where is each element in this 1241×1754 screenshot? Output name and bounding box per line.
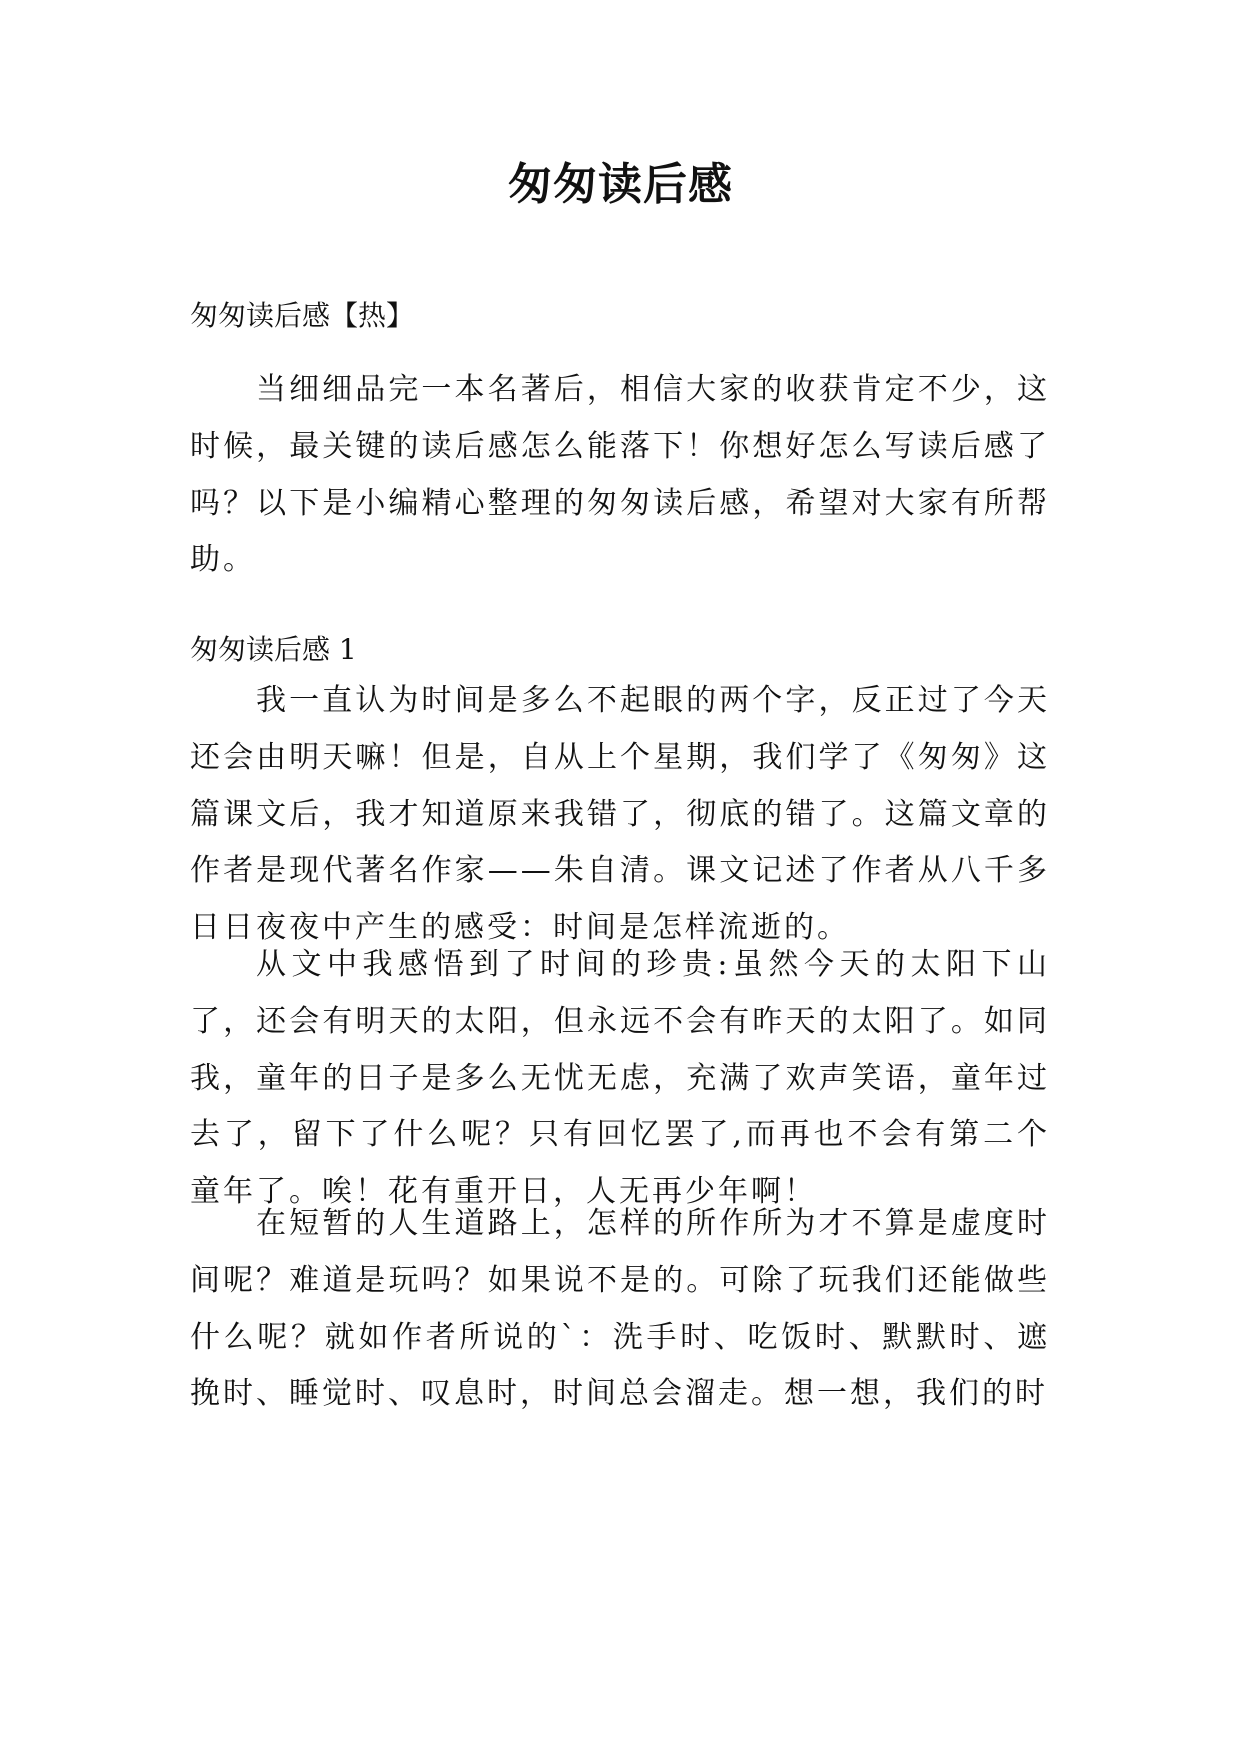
section-heading: 匆匆读后感 1 <box>190 633 357 666</box>
intro-paragraph: 当细细品完一本名著后，相信大家的收获肯定不少，这时候，最关键的读后感怎么能落下！你想好怎么写读后感了吗？以下是小编精心整理的匆匆读后感，希望对大家有所帮助。 <box>190 372 1050 578</box>
body-paragraph-3: 在短暂的人生道路上，怎样的所作所为才不算是虚度时间呢？难道是玩吗？如果说不是的。可除了玩我们还能做些什么呢？就如作者所说的`：洗手时、吃饭时、默默时、遮挽时、睡觉时、叹息时，时间总会溜走。想一想，我们的时 <box>190 1206 1050 1412</box>
body-paragraph-2: 从文中我感悟到了时间的珍贵:虽然今天的太阳下山了，还会有明天的太阳，但永远不会有昨天的太阳了。如同我，童年的日子是多么无忧无虑，充满了欢声笑语，童年过去了，留下了什么呢？只有回忆罢了,而再也不会有第二个童年了。唉！花有重开日，人无再少年啊！ <box>190 947 1050 1210</box>
body-paragraph-1: 我一直认为时间是多么不起眼的两个字，反正过了今天还会由明天嘛！但是，自从上个星期，我们学了《匆匆》这篇课文后，我才知道原来我错了，彻底的错了。这篇文章的作者是现代著名作家——朱自清。课文记述了作者从八千多日日夜夜中产生的感受：时间是怎样流逝的。 <box>190 683 1050 946</box>
document-subtitle: 匆匆读后感【热】 <box>190 299 415 332</box>
document-title: 匆匆读后感 <box>508 159 733 210</box>
